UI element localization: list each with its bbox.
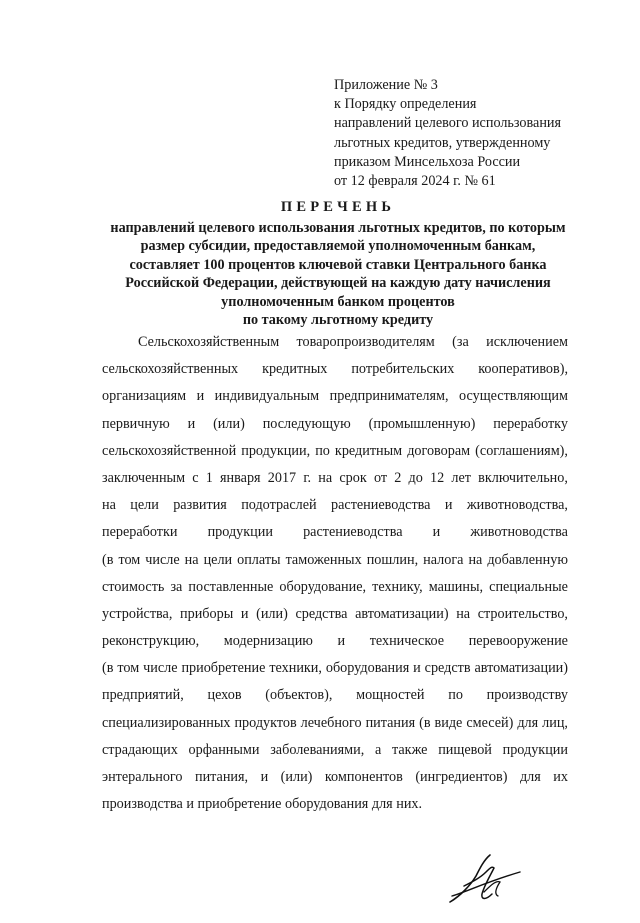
word: по (448, 687, 463, 704)
word: заболеваниями, (270, 741, 365, 758)
word: растениеводства (331, 497, 431, 514)
paragraph-line (102, 496, 568, 523)
word: (или) (280, 769, 313, 785)
word: строительство, (477, 605, 568, 622)
word: приобретение (181, 660, 266, 677)
word: и (432, 524, 441, 541)
paragraph-line (102, 795, 568, 822)
word: поставленные (188, 578, 274, 595)
word: (за (452, 334, 469, 350)
word: технику, (372, 578, 423, 595)
word: реконструкцию, (102, 633, 200, 650)
word: также (392, 741, 428, 758)
word: смесей) (466, 714, 514, 731)
word: (в (419, 714, 431, 731)
word: энтерального (102, 769, 183, 785)
word: 2017 (267, 469, 297, 486)
word: с (192, 469, 199, 486)
word: товаропроизводителям (296, 334, 435, 350)
word: числе (145, 551, 180, 568)
word: стоимость (102, 578, 165, 595)
word: растениеводства (303, 524, 403, 541)
paragraph-line (102, 415, 568, 442)
word: (соглашениям), (475, 442, 568, 459)
document-subtitle (70, 219, 606, 329)
word: 12 (430, 469, 445, 486)
word: потребительских (351, 361, 455, 378)
word: кредитных (262, 361, 328, 378)
word: страдающих (102, 741, 178, 758)
word: переработки (102, 524, 178, 541)
word: оборудования (325, 660, 410, 677)
word: (в (102, 660, 114, 677)
word: продукции (207, 524, 273, 541)
paragraph-line (102, 387, 568, 414)
word: на (468, 551, 483, 568)
word: таможенных (285, 551, 362, 568)
word: 1 (205, 469, 213, 486)
word: устройства, (102, 605, 173, 622)
word: (объектов), (265, 687, 333, 704)
word: том (118, 551, 141, 568)
word: (ингредиентов) (415, 769, 508, 785)
word: предприятий, (102, 687, 184, 704)
word: мощностей (356, 687, 425, 704)
word: том (117, 660, 140, 677)
word: орфанными (188, 741, 260, 758)
body-paragraph (102, 333, 568, 822)
paragraph-line (102, 605, 568, 632)
word: модернизацию (223, 633, 313, 650)
paragraph-line (102, 659, 568, 686)
word: техническое (369, 633, 445, 650)
word: по (315, 442, 330, 459)
appendix-line: льготных кредитов, утвержденному (334, 134, 551, 151)
word: автоматизации) (355, 605, 449, 622)
word: до (408, 469, 423, 486)
word: цели (130, 497, 159, 514)
word: а (374, 741, 382, 758)
appendix-line: Приложение № 3 (334, 77, 438, 93)
word: лечебного (300, 714, 362, 731)
word: продукции (502, 741, 568, 758)
word: предпринимателям, (329, 388, 449, 405)
word: за (170, 578, 183, 595)
word: налога (423, 551, 464, 568)
word: для (517, 714, 539, 731)
subtitle-line: Российской Федерации, действующей на каждую дату начисления (125, 275, 551, 292)
appendix-line: от 12 февраля 2024 г. № 61 (334, 173, 496, 190)
word: Сельскохозяйственным (138, 334, 280, 350)
word: 2 (394, 469, 402, 486)
signature-icon (446, 852, 524, 906)
word: подотраслей (241, 497, 317, 514)
paragraph-line (102, 469, 568, 496)
word: на (318, 469, 333, 486)
word: г. (303, 469, 312, 486)
word: индивидуальным (214, 388, 320, 405)
word: техники, (269, 660, 322, 677)
word: срок (339, 469, 367, 486)
word: животноводства (470, 524, 568, 541)
word: (промышленную) (368, 415, 476, 432)
subtitle-line: по такому льготному кредиту (242, 312, 434, 329)
word: организациям (102, 388, 187, 405)
subtitle-line: уполномоченным банком процентов (221, 293, 455, 310)
word: сельскохозяйственных (102, 361, 239, 378)
word: и (260, 769, 269, 785)
word: для (519, 769, 541, 785)
word: развития (173, 497, 227, 514)
paragraph-line (102, 442, 568, 469)
title-block (70, 198, 606, 329)
paragraph-line (102, 741, 568, 768)
word: оплаты (237, 551, 281, 568)
word: приборы (180, 605, 234, 622)
word: продуктов (234, 714, 297, 731)
word: на (102, 497, 116, 514)
word: (или) (213, 415, 245, 432)
word: средства (295, 605, 348, 622)
word: пошлин, (366, 551, 419, 568)
word: животноводства, (466, 497, 568, 514)
paragraph-line (102, 333, 568, 360)
word: виде (434, 714, 463, 731)
word: питания, (194, 769, 249, 785)
paragraph-line (102, 578, 568, 605)
word: специальные (489, 578, 568, 595)
subtitle-line: размер субсидии, предоставляемой уполномоченным банкам, (140, 238, 536, 255)
word: их (553, 769, 568, 785)
appendix-line: направлений целевого использования (334, 115, 562, 132)
word: кооперативов), (478, 361, 568, 378)
paragraph-line (102, 523, 568, 550)
word: и (337, 633, 346, 650)
word: машины, (428, 578, 484, 595)
word: января (220, 469, 261, 486)
word: на (456, 605, 471, 622)
word: автоматизации) (474, 660, 568, 677)
word: производству (486, 687, 568, 704)
word: и (240, 605, 249, 622)
appendix-line: приказом Минсельхоза России (334, 153, 521, 170)
word: последующую (262, 415, 351, 432)
paragraph-line (102, 768, 568, 795)
word: специализированных (102, 714, 231, 731)
word: от (373, 469, 388, 486)
paragraph-line (102, 632, 568, 659)
word: оборудование, (279, 578, 367, 595)
word: заключенным (102, 469, 186, 486)
paragraph-line (102, 686, 568, 713)
word: переработку (493, 415, 568, 432)
appendix-line: к Порядку определения (334, 96, 477, 113)
word: цехов (207, 687, 242, 704)
word: и (413, 660, 421, 677)
paragraph-line (102, 360, 568, 387)
word: (или) (256, 605, 288, 622)
word: кредитным (334, 442, 403, 459)
word: и (444, 497, 453, 514)
word: осуществляющим (459, 388, 568, 405)
word: первичную (102, 415, 170, 432)
word: и (187, 415, 196, 432)
word: средств (424, 660, 471, 677)
paragraph-line (102, 551, 568, 578)
word: договорам (407, 442, 471, 459)
word: пищевой (438, 741, 492, 758)
word: (в (102, 551, 114, 568)
word: включительно, (478, 469, 568, 486)
word: сельскохозяйственной (102, 442, 237, 459)
word: компонентов (324, 769, 403, 785)
word: числе (143, 660, 178, 677)
document-title: ПЕРЕЧЕНЬ (280, 199, 396, 215)
word: и (196, 388, 205, 405)
word: продукции, (241, 442, 311, 459)
word: добавленную (487, 551, 568, 568)
paragraph-line (102, 714, 568, 741)
subtitle-line: направлений целевого использования льготных кредитов, по которым (110, 220, 566, 236)
word: на (184, 551, 199, 568)
word: цели (203, 551, 233, 568)
subtitle-line: составляет 100 процентов ключевой ставки Центрального банка (129, 256, 547, 273)
word: производства и приобретение оборудования для них. (102, 796, 423, 813)
word: питания (365, 714, 416, 731)
word: исключением (486, 334, 568, 350)
word: перевооружение (468, 633, 568, 650)
word: лиц, (542, 714, 568, 731)
appendix-header (334, 76, 614, 191)
word: лет (451, 469, 471, 486)
